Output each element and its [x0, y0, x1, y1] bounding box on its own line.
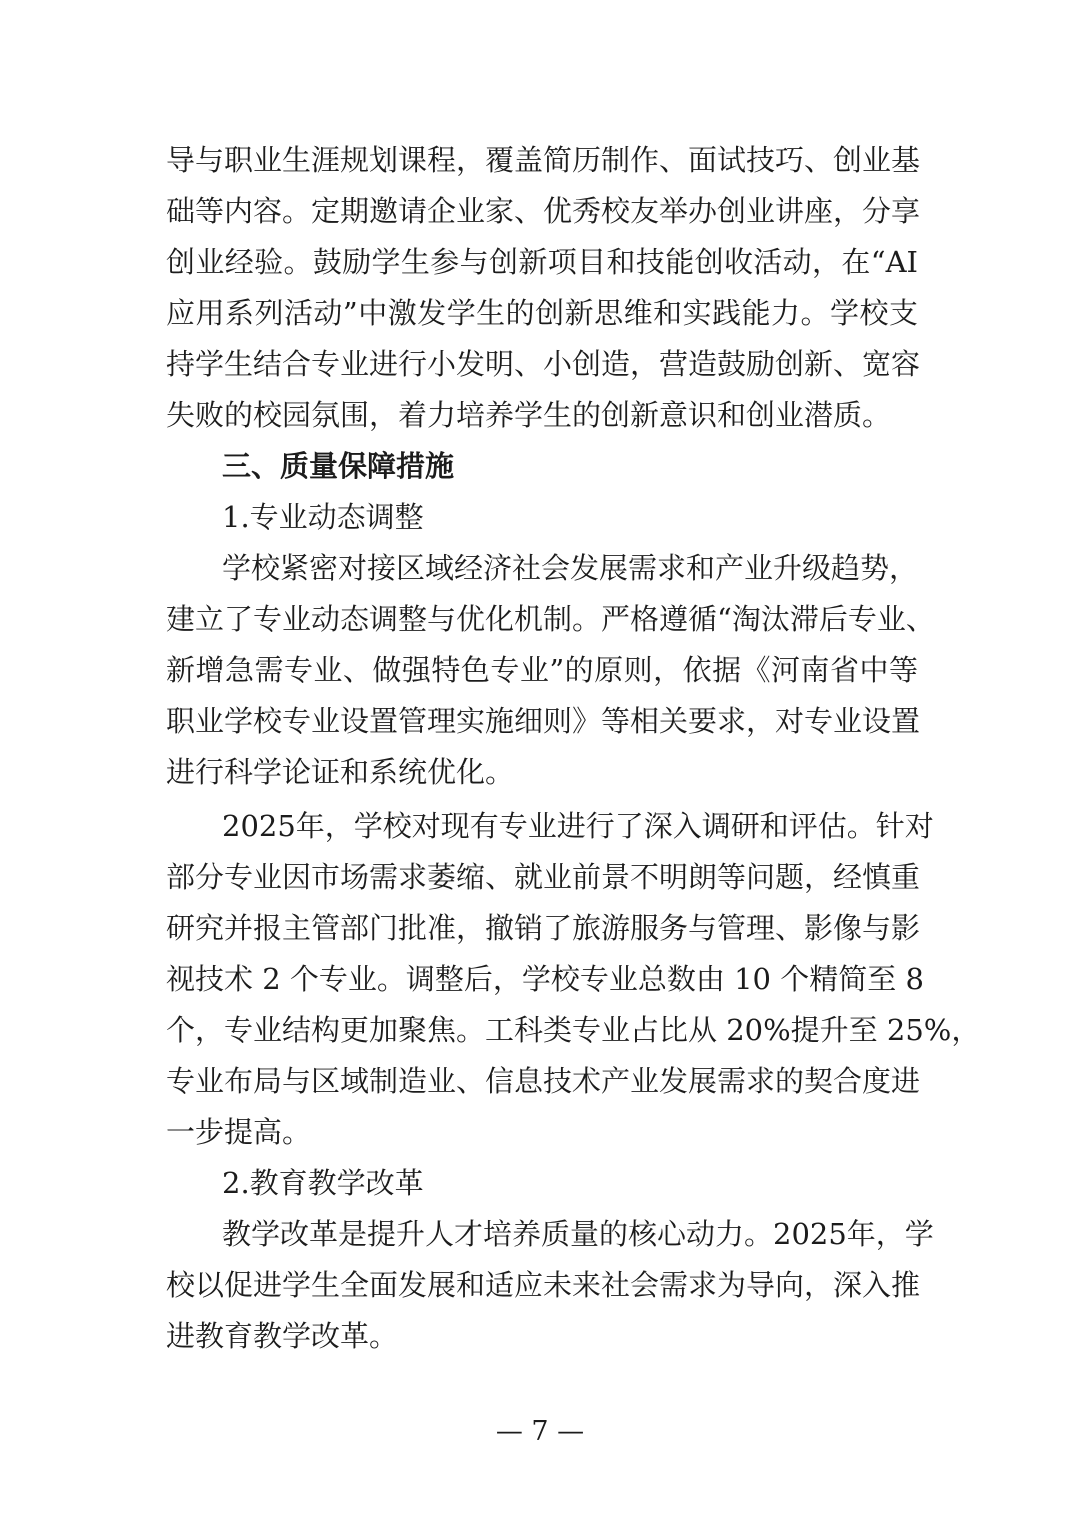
subsection-heading: 2.教育教学改革 — [222, 1166, 424, 1200]
subsection-heading: 1.专业动态调整 — [222, 500, 424, 534]
body-text-line: 专业布局与区域制造业、信息技术产业发展需求的契合度进 — [166, 1064, 921, 1098]
body-text-line: 学校紧密对接区域经济社会发展需求和产业升级趋势， — [222, 551, 919, 585]
body-text-line: 部分专业因市场需求萎缩、就业前景不明朗等问题，经慎重 — [166, 860, 921, 894]
body-text-line: 持学生结合专业进行小发明、小创造，营造鼓励创新、宽容 — [166, 347, 921, 381]
body-text-line: 创业经验。鼓励学生参与创新项目和技能创收活动，在“AI — [166, 245, 918, 279]
body-text-line: 个，专业结构更加聚焦。工科类专业占比从 20%提升至 25%， — [166, 1013, 981, 1047]
body-text-line: 职业学校专业设置管理实施细则》等相关要求，对专业设置 — [166, 704, 921, 738]
body-text-line: 础等内容。定期邀请企业家、优秀校友举办创业讲座，分享 — [166, 194, 921, 228]
body-text-line: 教学改革是提升人才培养质量的核心动力。2025年，学 — [222, 1217, 934, 1251]
body-text-line: 新增急需专业、做强特色专业”的原则，依据《河南省中等 — [166, 653, 918, 687]
body-text-line: 2025年，学校对现有专业进行了深入调研和评估。针对 — [222, 809, 934, 843]
body-text-line: 进教育教学改革。 — [166, 1319, 399, 1353]
body-text-line: 建立了专业动态调整与优化机制。严格遵循“淘汰滞后专业、 — [166, 602, 935, 636]
body-text-line: 校以促进学生全面发展和适应未来社会需求为导向，深入推 — [166, 1268, 921, 1302]
section-heading: 三、质量保障措施 — [222, 449, 455, 483]
body-text-line: 研究并报主管部门批准，撤销了旅游服务与管理、影像与影 — [166, 911, 921, 945]
page-number: — 7 — — [495, 1416, 585, 1447]
body-text-line: 失败的校园氛围，着力培养学生的创新意识和创业潜质。 — [166, 398, 892, 432]
body-text-line: 导与职业生涯规划课程，覆盖简历制作、面试技巧、创业基 — [166, 143, 921, 177]
body-text-line: 应用系列活动”中激发学生的创新思维和实践能力。学校支 — [166, 296, 918, 330]
body-text-line: 一步提高。 — [166, 1115, 312, 1149]
body-text-line: 进行科学论证和系统优化。 — [166, 755, 515, 789]
body-text-line: 视技术 2 个专业。调整后，学校专业总数由 10 个精简至 8 — [166, 962, 924, 996]
